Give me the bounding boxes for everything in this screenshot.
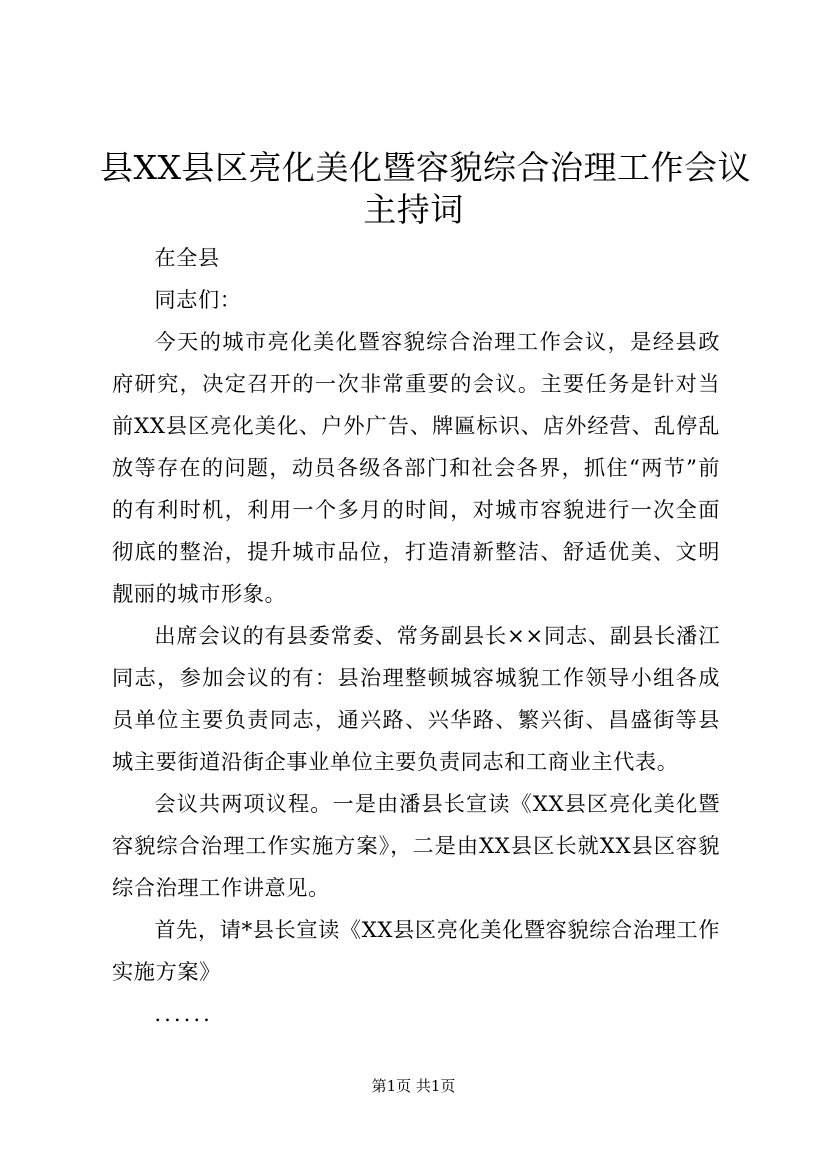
page-footer: 第1页 共1页	[371, 1077, 456, 1095]
paragraph-agenda: 会议共两项议程。一是由潘县长宣读《XX县区亮化美化暨容貌综合治理工作实施方案》，二是由XX县区长就XX县区容貌综合治理工作讲意见。	[112, 791, 720, 900]
paragraph-ellipsis: ......	[154, 1001, 213, 1026]
paragraph-opening: 在全县	[154, 245, 220, 270]
paragraph-salutation: 同志们：	[154, 287, 242, 312]
paragraph-first-item: 首先，请*县长宣读《XX县区亮化美化暨容貌综合治理工作实施方案》	[112, 917, 720, 984]
document-body	[112, 237, 720, 1035]
paragraph-purpose: 今天的城市亮化美化暨容貌综合治理工作会议，是经县政府研究，决定召开的一次非常重要的会议。主要任务是针对当前XX县区亮化美化、户外广告、牌匾标识、店外经营、乱停乱放等存在的问题，动员各级各部门和社会各界，抓住“两节”前的有利时机，利用一个多月的时间，对城市容貌进行一次全面彻底的整治，提升城市品位，打造清新整洁、舒适优美、文明靓丽的城市形象。	[112, 329, 720, 606]
paragraph-attendees: 出席会议的有县委常委、常务副县长××同志、副县长潘江同志，参加会议的有：县治理整顿城容城貌工作领导小组各成员单位主要负责同志，通兴路、兴华路、繁兴街、昌盛街等县城主要街道沿街企事业单位主要负责同志和工商业主代表。	[112, 623, 720, 774]
document-title-line1: 县XX县区亮化美化暨容貌综合治理工作会议	[100, 148, 751, 187]
document-title-line2: 主持词	[363, 190, 464, 229]
